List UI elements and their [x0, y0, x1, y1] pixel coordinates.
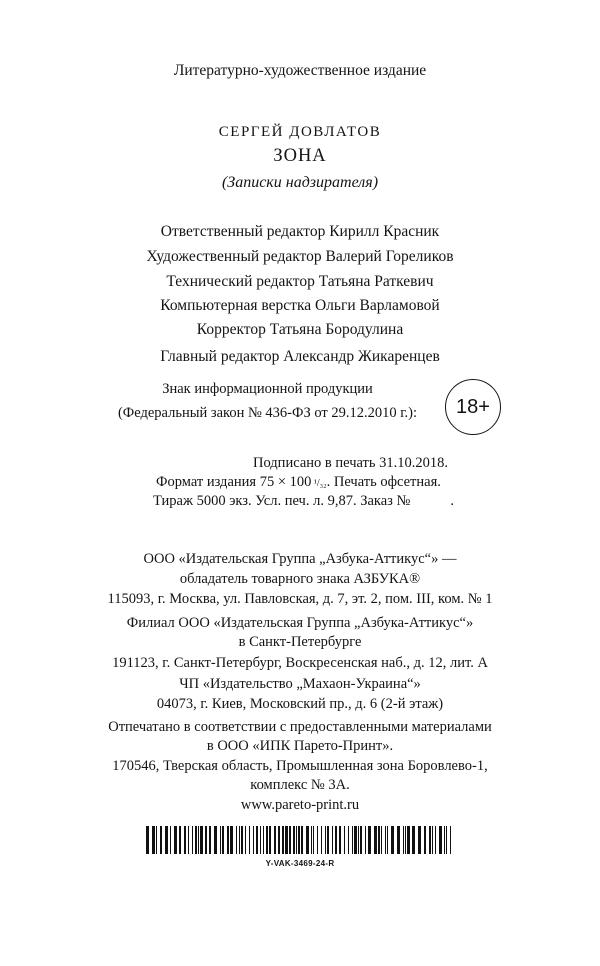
printer-line: Отпечатано в соответствии с предоставленными материалами — [108, 719, 492, 735]
barcode-bar — [439, 826, 442, 854]
format-line — [156, 474, 441, 491]
printer-website: www.pareto-print.ru — [240, 797, 360, 813]
barcode-bar — [184, 826, 186, 854]
info-product-label: Знак информационной продукции — [162, 381, 373, 397]
barcode-bar — [352, 826, 353, 854]
barcode-bar — [403, 826, 404, 854]
format-prefix: Формат издания 75 × 100 — [156, 474, 312, 490]
barcode-bar — [236, 826, 237, 854]
age-rating-badge: 18+ — [445, 379, 501, 435]
barcode-bar — [227, 826, 229, 854]
barcode-bar — [407, 826, 410, 854]
barcode-bar — [335, 826, 337, 854]
publisher-line: ЧП «Издательство „Махаон-Украина“» — [179, 676, 421, 692]
barcode-bar — [179, 826, 181, 854]
author-name: СЕРГЕЙ ДОВЛАТОВ — [218, 124, 382, 140]
barcode-bar — [332, 826, 333, 854]
publisher-line: 115093, г. Москва, ул. Павловская, д. 7, эт. 2, пом. III, ком. № 1 — [107, 591, 493, 607]
publisher-line: обладатель товарного знака АЗБУКА® — [179, 571, 421, 587]
barcode-bar — [325, 826, 326, 854]
barcode-bar — [239, 826, 240, 854]
barcode-bar — [296, 826, 297, 854]
barcode-code: Y-VAK-3469-24-R — [265, 859, 335, 868]
barcode-bar — [266, 826, 268, 854]
barcode-bar — [339, 826, 341, 854]
publisher-line: в Санкт-Петербурге — [238, 634, 362, 650]
barcode-bar — [387, 826, 388, 854]
barcode-bar — [435, 826, 436, 854]
barcode-bar — [256, 826, 258, 854]
publisher-line: 191123, г. Санкт-Петербург, Воскресенская наб., д. 12, лит. А — [112, 655, 488, 671]
barcode-bar — [360, 826, 362, 854]
barcode-bar — [397, 826, 400, 854]
chief-editor-line: Главный редактор Александр Жикаренцев — [160, 348, 440, 365]
barcode-bar — [253, 826, 254, 854]
barcode-bar — [311, 826, 312, 854]
barcode-bar — [321, 826, 322, 854]
barcode-bar — [344, 826, 345, 854]
barcode-bar — [170, 826, 171, 854]
barcode-bar — [198, 826, 199, 854]
circulation-text: Тираж 5000 экз. Усл. печ. л. 9,87. Заказ № — [153, 493, 411, 509]
printer-line: в ООО «ИПК Парето-Принт». — [206, 738, 394, 754]
barcode-bar — [446, 826, 447, 854]
credit-line: Художественный редактор Валерий Гореликов — [146, 248, 454, 265]
barcode-bar — [245, 826, 246, 854]
barcode-bar — [220, 826, 221, 854]
format-fraction: ¹/₃₂ — [311, 478, 327, 489]
barcode-bar — [327, 826, 329, 854]
printer-line: комплекс № 3А. — [250, 777, 350, 793]
barcode-bar — [146, 826, 149, 854]
barcode-bar — [274, 826, 276, 854]
barcode-bar — [205, 826, 207, 854]
barcode-bar — [317, 826, 318, 854]
barcode-bar — [289, 826, 291, 854]
barcode-bar — [192, 826, 193, 854]
barcode-bar — [282, 826, 284, 854]
barcode-bar — [278, 826, 280, 854]
barcode-bar — [152, 826, 155, 854]
publisher-line: 04073, г. Киев, Московский пр., д. 6 (2-й этаж) — [156, 696, 444, 712]
barcode-bar — [249, 826, 250, 854]
book-title: ЗОНА — [273, 146, 327, 166]
barcode-bar — [260, 826, 261, 854]
barcode-bar — [269, 826, 271, 854]
federal-law-label: (Федеральный закон № 436-ФЗ от 29.12.2010 г.): — [117, 405, 418, 421]
barcode-bar — [381, 826, 382, 854]
barcode-bar — [301, 826, 303, 854]
barcode-bar — [214, 826, 217, 854]
barcode-bar — [285, 826, 288, 854]
trailing-mark: . — [450, 493, 454, 509]
barcode-bar — [298, 826, 300, 854]
credit-line: Компьютерная верстка Ольги Варламовой — [160, 297, 440, 314]
barcode-bar — [209, 826, 211, 854]
barcode-bar — [368, 826, 371, 854]
barcode-bar — [374, 826, 377, 854]
printer-line: 170546, Тверская область, Промышленная зона Боровлево-1, — [112, 758, 488, 774]
credit-line: Ответственный редактор Кирилл Красник — [160, 223, 440, 240]
barcode-bar — [418, 826, 421, 854]
barcode-bar — [160, 826, 162, 854]
barcode-bar — [230, 826, 233, 854]
format-suffix: . Печать офсетная. — [326, 474, 441, 490]
circulation-line — [153, 493, 454, 510]
barcode-bar — [444, 826, 445, 854]
genre-label: Литературно-художественное издание — [173, 62, 427, 79]
barcode-bar — [365, 826, 366, 854]
publisher-line: Филиал ООО «Издательская Группа „Азбука-Аттикус“» — [126, 615, 474, 631]
barcode-bar — [429, 826, 431, 854]
barcode-bar — [391, 826, 394, 854]
credit-line: Технический редактор Татьяна Раткевич — [166, 273, 434, 290]
barcode-bar — [354, 826, 357, 854]
barcode-bar — [450, 826, 451, 854]
barcode-bar — [348, 826, 349, 854]
barcode-bar — [424, 826, 426, 854]
book-subtitle: (Записки надзирателя) — [221, 174, 379, 191]
barcode-bar — [241, 826, 243, 854]
barcode-bar — [293, 826, 295, 854]
credit-line: Корректор Татьяна Бородулина — [196, 321, 404, 338]
barcode-bar — [195, 826, 197, 854]
barcode-bar — [306, 826, 309, 854]
barcode-bar — [222, 826, 224, 854]
barcode-bar — [263, 826, 264, 854]
barcode-bar — [358, 826, 359, 854]
barcode-bar — [405, 826, 406, 854]
barcode — [146, 826, 454, 854]
barcode-bar — [432, 826, 433, 854]
barcode-bar — [174, 826, 177, 854]
publisher-line: ООО «Издательская Группа „Азбука-Аттикус“» — — [143, 551, 457, 567]
barcode-bar — [313, 826, 314, 854]
barcode-bar — [156, 826, 157, 854]
barcode-bar — [385, 826, 386, 854]
barcode-bar — [188, 826, 189, 854]
barcode-bar — [200, 826, 203, 854]
signed-date: Подписано в печать 31.10.2018. — [253, 455, 448, 471]
barcode-bar — [165, 826, 168, 854]
barcode-bar — [378, 826, 380, 854]
barcode-bar — [412, 826, 415, 854]
